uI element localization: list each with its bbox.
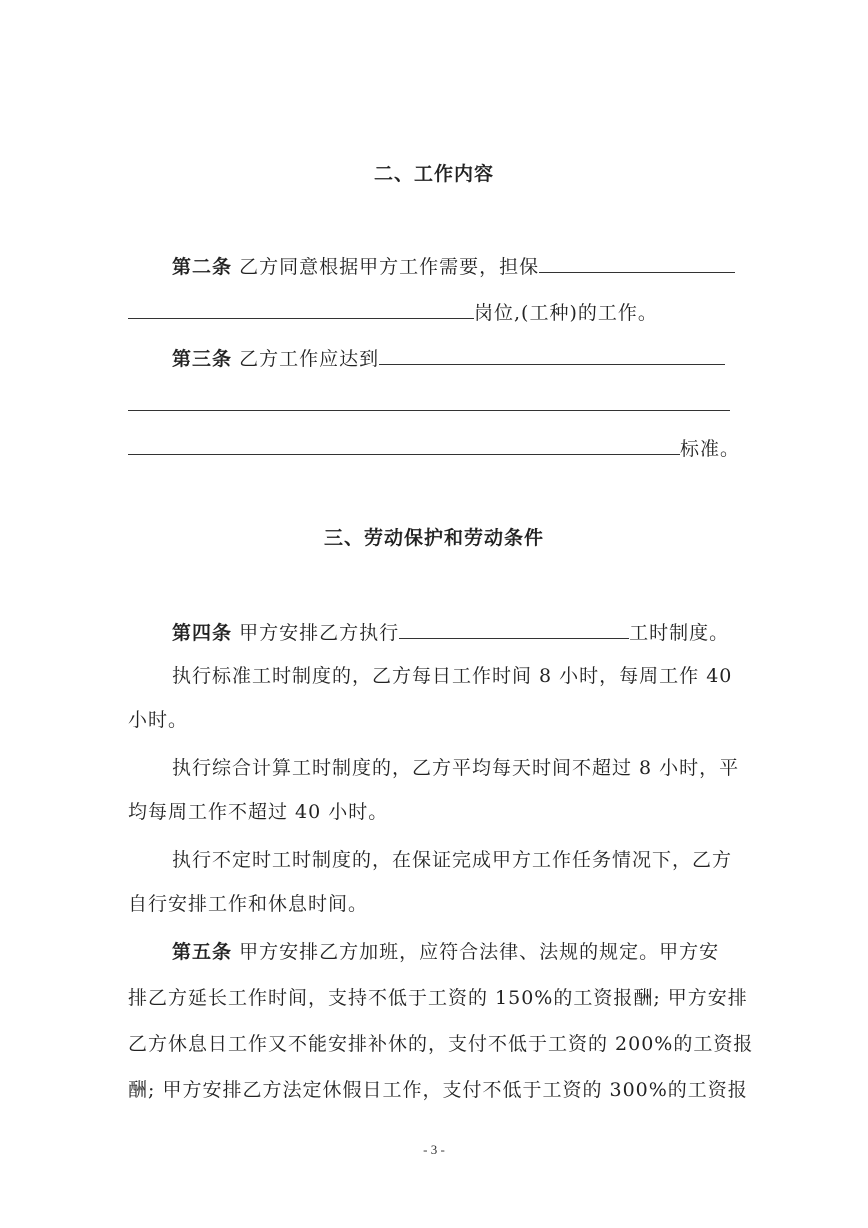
- paragraph-comprehensive-hours-line-1: 执行综合计算工时制度的，乙方平均每天时间不超过 8 小时，平: [172, 757, 740, 779]
- article-2-blank-1[interactable]: [539, 252, 735, 273]
- article-3-blank-2[interactable]: [128, 410, 730, 411]
- section-2-heading: 二、工作内容: [373, 163, 494, 185]
- article-4-text-1: 甲方安排乙方执行: [239, 622, 400, 644]
- page-number: - 3 -: [423, 1142, 445, 1157]
- article-2-label: 第二条: [172, 256, 233, 278]
- section-3-heading: 三、劳动保护和劳动条件: [323, 527, 544, 549]
- article-3-blank-3[interactable]: [128, 434, 680, 455]
- article-3-text-2: 标准。: [680, 438, 741, 460]
- article-5-line-1: [172, 938, 719, 966]
- article-3-line-3: [128, 434, 740, 463]
- article-2-text-1: 乙方同意根据甲方工作需要，担保: [239, 256, 540, 278]
- article-4-text-2: 工时制度。: [629, 622, 730, 644]
- article-3-text-1: 乙方工作应达到: [239, 348, 380, 370]
- article-2-text-2: 岗位,(工种)的工作。: [474, 302, 658, 324]
- article-5-line-2: 排乙方延长工作时间，支持不低于工资的 150%的工资报酬; 甲方安排: [128, 987, 748, 1009]
- article-2-line-1: [172, 252, 735, 281]
- article-4-line-1: [172, 618, 729, 647]
- paragraph-flexible-hours-line-2: 自行安排工作和休息时间。: [128, 893, 369, 915]
- paragraph-standard-hours-line-2: 小时。: [128, 709, 189, 731]
- article-5-line-4: 酬; 甲方安排乙方法定休假日工作，支付不低于工资的 300%的工资报: [128, 1079, 748, 1101]
- article-3-blank-1[interactable]: [379, 344, 725, 365]
- article-4-blank[interactable]: [399, 618, 629, 639]
- article-3-line-1-content: [172, 344, 725, 373]
- article-5-line-3: 乙方休息日工作又不能安排补休的，支付不低于工资的 200%的工资报: [128, 1033, 754, 1055]
- paragraph-comprehensive-hours-line-2: 均每周工作不超过 40 小时。: [128, 801, 389, 823]
- article-3-label-text: 第三条: [172, 348, 233, 370]
- paragraph-standard-hours-line-1: 执行标准工时制度的，乙方每日工作时间 8 小时，每周工作 40: [172, 665, 733, 687]
- article-2-blank-2[interactable]: [128, 298, 474, 319]
- article-2-line-2: [128, 298, 658, 327]
- article-5-label: 第五条: [172, 941, 233, 963]
- paragraph-flexible-hours-line-1: 执行不定时工时制度的，在保证完成甲方工作任务情况下，乙方: [172, 849, 733, 871]
- article-4-label: 第四条: [172, 622, 233, 644]
- article-5-text-1: 甲方安排乙方加班，应符合法律、法规的规定。甲方安: [239, 941, 720, 963]
